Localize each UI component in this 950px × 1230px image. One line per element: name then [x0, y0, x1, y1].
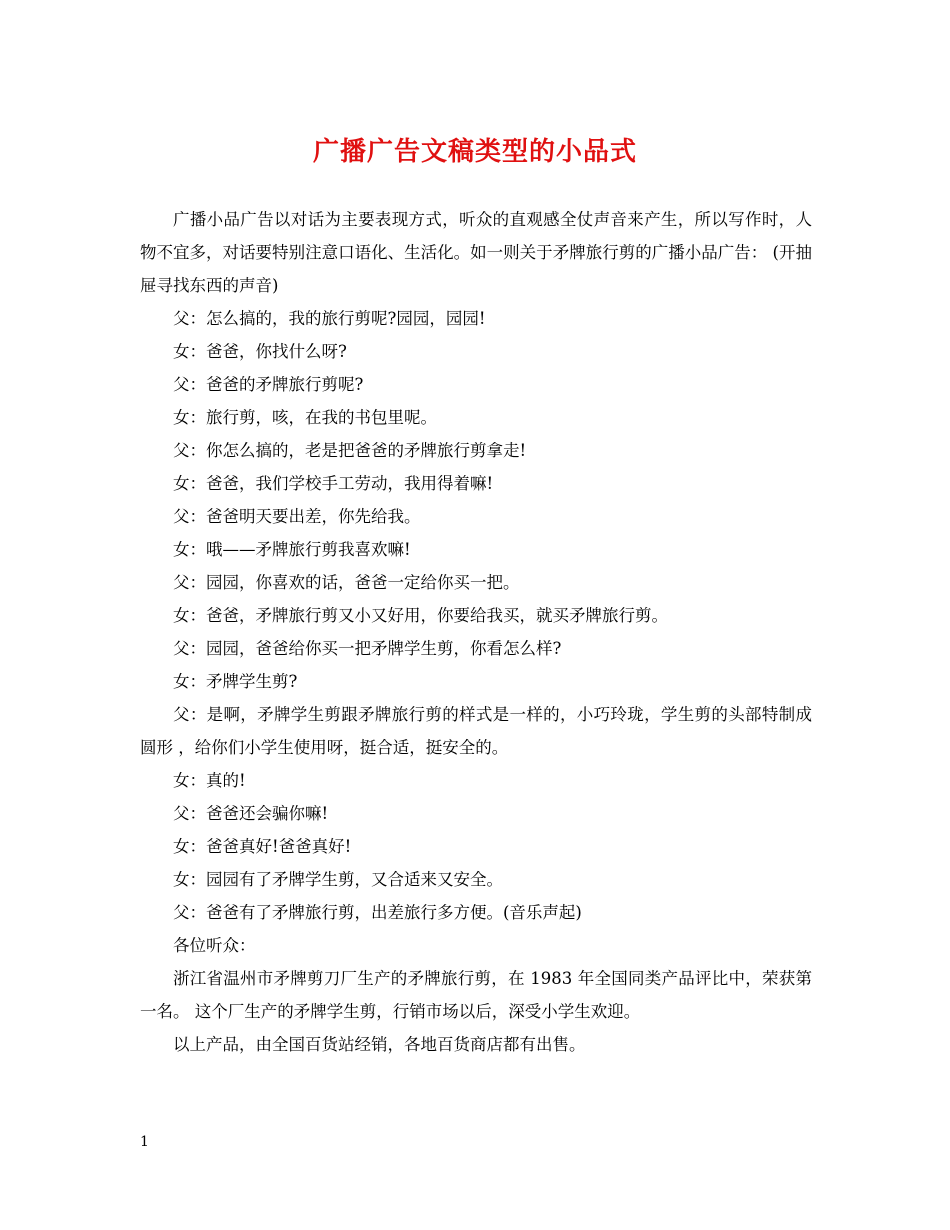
paragraph: 父：是啊，矛牌学生剪跟矛牌旅行剪的样式是一样的，小巧玲珑，学生剪的头部特制成圆形 ，给你们小学生使用呀，挺合适，挺安全的。: [140, 705, 812, 757]
paragraph: 女：真的!: [173, 771, 246, 790]
paragraph: 女：哦——矛牌旅行剪我喜欢嘛!: [173, 540, 411, 559]
paragraph: 女：爸爸，矛牌旅行剪又小又好用，你要给我买，就买矛牌旅行剪。: [173, 606, 668, 625]
paragraph: 女：旅行剪，咳，在我的书包里呢。: [173, 408, 437, 427]
paragraph: 女：爸爸，你找什么呀?: [173, 342, 347, 361]
paragraph: 广播小品广告以对话为主要表现方式，听众的直观感全仗声音来产生，所以写作时，人物不宜多，对话要特别注意口语化、生活化。如一则关于矛牌旅行剪的广播小品广告： (开抽屉寻找东西的声音): [140, 210, 812, 295]
paragraph: 父：爸爸的矛牌旅行剪呢?: [173, 375, 364, 394]
paragraph: 父：爸爸有了矛牌旅行剪，出差旅行多方便。(音乐声起): [173, 903, 582, 922]
paragraph: 各位听众：: [173, 936, 256, 955]
paragraph: 父：爸爸明天要出差，你先给我。: [173, 507, 421, 526]
paragraph: 父：园园，爸爸给你买一把矛牌学生剪，你看怎么样?: [173, 639, 562, 658]
paragraph: 女：园园有了矛牌学生剪，又合适来又安全。: [173, 870, 503, 889]
paragraph: 女：矛牌学生剪?: [173, 672, 298, 691]
paragraph: 女：爸爸，我们学校手工劳动，我用得着嘛!: [173, 474, 494, 493]
document-body: [140, 203, 812, 1061]
paragraph: 以上产品，由全国百货站经销，各地百货商店都有出售。: [173, 1035, 586, 1054]
paragraph: 父：你怎么搞的，老是把爸爸的矛牌旅行剪拿走!: [173, 441, 527, 460]
paragraph: 父：怎么搞的，我的旅行剪呢?园园，园园!: [173, 309, 486, 328]
page-number: 1: [140, 1134, 149, 1150]
paragraph: 女：爸爸真好!爸爸真好!: [173, 837, 352, 856]
document-title: 广播广告文稿类型的小品式: [312, 137, 637, 167]
paragraph: 父：爸爸还会骗你嘛!: [173, 804, 329, 823]
paragraph: 父：园园，你喜欢的话，爸爸一定给你买一把。: [173, 573, 520, 592]
paragraph: 浙江省温州市矛牌剪刀厂生产的矛牌旅行剪，在 1983 年全国同类产品评比中，荣获第一名。 这个厂生产的矛牌学生剪，行销市场以后，深受小学生欢迎。: [140, 969, 812, 1021]
